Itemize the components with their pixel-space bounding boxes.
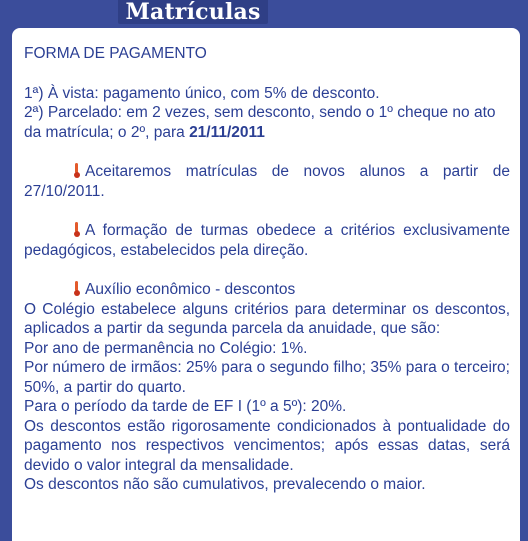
title-tab [118, 0, 268, 24]
discounts-intro: O Colégio estabelece alguns critérios para determinar os descontos, aplicados a partir da segunda parcela da anuidade, que são: [24, 300, 510, 337]
discount-conditions: Os descontos estão rigorosamente condicionados à pontualidade do pagamento nos respectivos vencimentos; após essas datas, será devido o valor integral da mensalidade. [24, 417, 510, 474]
payment-option-2-text: 2ª) Parcelado: em 2 vezes, sem desconto, sendo o 1º cheque no ato da matrícula; o 2º, para [24, 104, 496, 141]
discount-afternoon: Para o período da tarde de EF I (1º a 5º): 20%. [24, 398, 347, 415]
content-panel [12, 28, 520, 541]
enrollment-notice [24, 162, 510, 201]
spacer [24, 142, 510, 162]
document-body [24, 44, 510, 495]
discount-permanence: Por ano de permanência no Colégio: 1%. [24, 339, 308, 357]
payment-section-title: FORMA DE PAGAMENTO [24, 45, 207, 62]
header-bar [0, 0, 528, 28]
discount-cumulative: Os descontos não são cumulativos, prevalecendo o maior. [24, 476, 426, 493]
spacer [24, 260, 510, 280]
thermometer-pin-icon [74, 163, 80, 177]
aid-title-text: Auxílio econômico - descontos [85, 281, 296, 298]
payment-option-1: 1ª) À vista: pagamento único, com 5% de desconto. [24, 84, 380, 102]
thermometer-pin-icon [74, 281, 80, 295]
payment-option-2-date: 21/11/2011 [189, 123, 265, 141]
classes-notice [24, 221, 510, 260]
payment-option-2 [24, 103, 510, 142]
page-title: Matrículas [125, 0, 261, 25]
aid-title [24, 280, 510, 300]
thermometer-pin-icon [74, 222, 80, 236]
classes-notice-text: A formação de turmas obedece a critérios exclusivamente pedagógicos, estabelecidos pela direção. [24, 222, 510, 259]
enrollment-notice-text: Aceitaremos matrículas de novos alunos a partir de 27/10/2011. [24, 163, 510, 200]
spacer [24, 201, 510, 221]
discount-siblings: Por número de irmãos: 25% para o segundo filho; 35% para o terceiro; 50%, a partir do quarto. [24, 359, 510, 396]
